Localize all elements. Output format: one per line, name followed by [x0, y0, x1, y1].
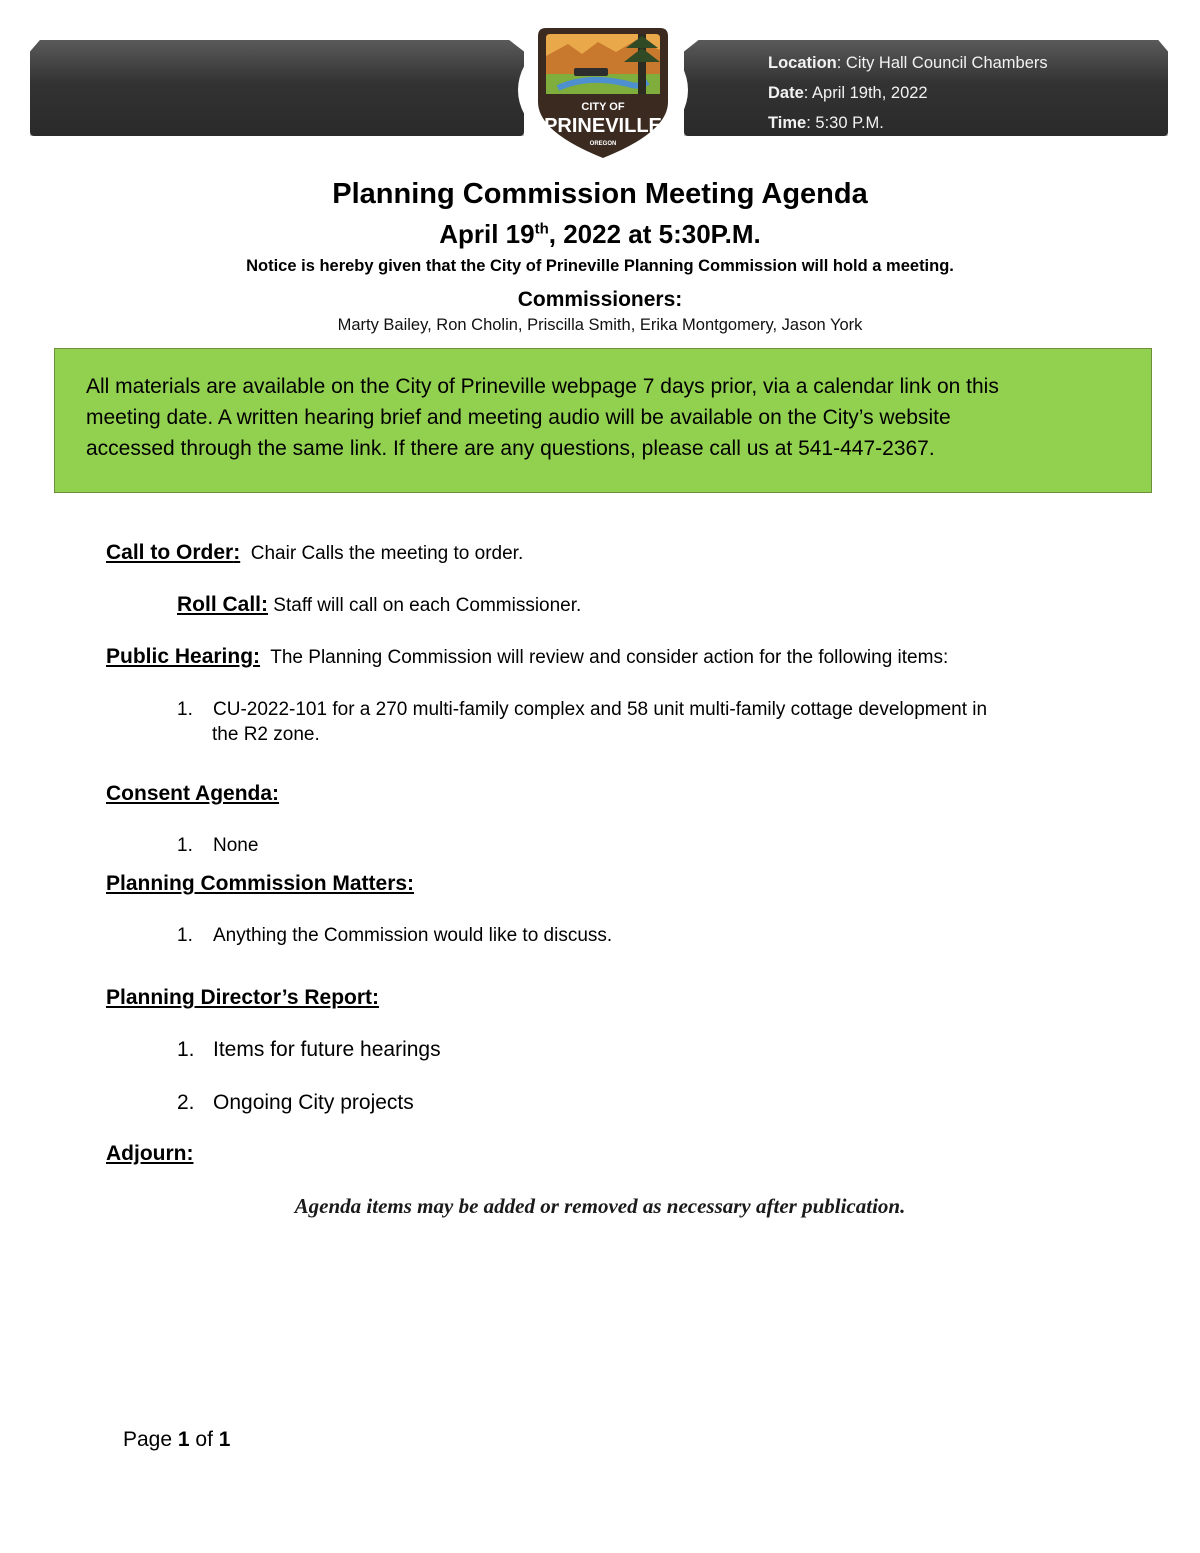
director-report-heading: Planning Director’s Report:	[106, 986, 380, 1009]
meeting-details	[768, 48, 1048, 138]
public-hearing-text: The Planning Commission will review and consider action for the following items:	[270, 647, 949, 668]
director-report	[106, 986, 379, 1010]
commission-matters-heading: Planning Commission Matters:	[106, 872, 415, 895]
list-item	[177, 835, 258, 857]
list-text: Ongoing City projects	[213, 1091, 414, 1114]
page-number: Page 1 of 1	[123, 1428, 231, 1451]
adjourn-heading: Adjourn:	[106, 1142, 194, 1165]
meeting-datetime: April 19th, 2022 at 5:30P.M.	[439, 219, 761, 249]
logo-text-prineville: PRINEVILLE	[544, 115, 662, 137]
header-banner-left	[30, 40, 524, 136]
commissioners-heading: Commissioners:	[517, 288, 683, 311]
meeting-date: Date: April 19th, 2022	[768, 84, 928, 102]
call-to-order-heading: Call to Order:	[106, 541, 241, 564]
list-number: 1.	[177, 925, 193, 946]
commissioners-list: Marty Bailey, Ron Cholin, Priscilla Smith, Erika Montgomery, Jason York	[337, 316, 863, 334]
info-line: All materials are available on the City of Prineville webpage 7 days prior, via a calendar link on this	[86, 375, 999, 398]
logo-text-city-of: CITY OF	[581, 101, 625, 113]
call-to-order	[106, 541, 523, 565]
list-text-continued: the R2 zone.	[212, 724, 320, 745]
roll-call	[177, 593, 581, 617]
logo-text-oregon: OREGON	[589, 141, 617, 147]
publication-note: Agenda items may be added or removed as necessary after publication.	[294, 1194, 906, 1218]
consent-agenda-heading: Consent Agenda:	[106, 782, 280, 805]
list-item	[177, 1091, 414, 1115]
list-text: CU-2022-101 for a 270 multi-family complex and 58 unit multi-family cottage development in	[213, 699, 988, 720]
meeting-notice: Notice is hereby given that the City of Prineville Planning Commission will hold a meeting.	[246, 257, 954, 275]
list-item	[177, 697, 987, 747]
list-number: 2.	[177, 1091, 195, 1114]
roll-call-text: Staff will call on each Commissioner.	[273, 595, 582, 616]
page-title: Planning Commission Meeting Agenda	[332, 178, 868, 210]
adjourn	[106, 1142, 193, 1166]
list-text: None	[213, 835, 259, 856]
roll-call-heading: Roll Call:	[177, 593, 269, 616]
list-item	[177, 925, 612, 947]
commission-matters	[106, 872, 414, 896]
meeting-location: Location: City Hall Council Chambers	[768, 54, 1048, 72]
public-hearing	[106, 645, 948, 669]
meeting-time: Time: 5:30 P.M.	[768, 114, 884, 132]
list-item	[177, 1038, 441, 1062]
consent-agenda	[106, 782, 279, 806]
call-to-order-text: Chair Calls the meeting to order.	[250, 543, 524, 564]
list-text: Anything the Commission would like to discuss.	[213, 925, 613, 946]
public-hearing-heading: Public Hearing:	[106, 645, 261, 668]
list-number: 1.	[177, 699, 193, 720]
list-text: Items for future hearings	[213, 1038, 441, 1061]
info-line: accessed through the same link. If there are any questions, please call us at 541-447-2367.	[86, 437, 935, 460]
city-logo	[518, 24, 688, 162]
list-number: 1.	[177, 1038, 195, 1061]
info-line: meeting date. A written hearing brief and meeting audio will be available on the City’s website	[86, 406, 951, 429]
list-number: 1.	[177, 835, 193, 856]
materials-info-box	[54, 348, 1152, 493]
